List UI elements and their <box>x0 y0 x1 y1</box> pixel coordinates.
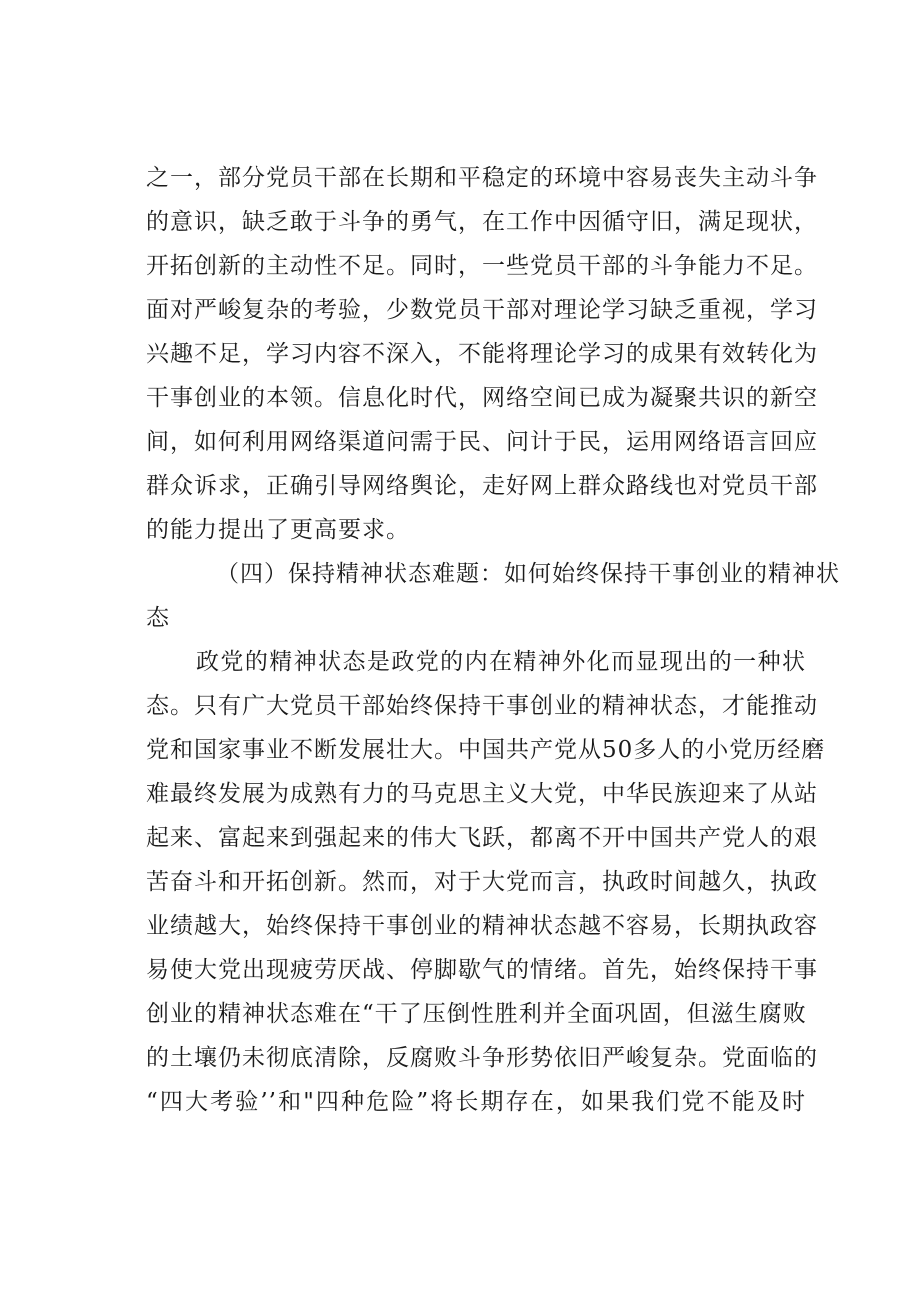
paragraph-2-line-3: 党和国家事业不断发展壮大。中国共产党从50多人的小党历经磨 <box>146 737 826 763</box>
paragraph-1-line-8: 群众诉求，正确引导网络舆论，走好网上群众路线也对党员干部 <box>146 473 818 499</box>
paragraph-2-line-8: 易使大党出现疲劳厌战、停脚歇气的情绪。首先，始终保持干事 <box>146 957 818 983</box>
paragraph-1-line-1: 之一，部分党员干部在长期和平稳定的环境中容易丧失主动斗争 <box>146 165 818 191</box>
section-heading-line-2: 态 <box>146 605 170 631</box>
paragraph-1-line-9: 的能力提出了更高要求。 <box>146 517 410 543</box>
section-heading-line-1: （四）保持精神状态难题：如何始终保持干事创业的精神状 <box>216 561 840 587</box>
paragraph-2-line-1: 政党的精神状态是政党的内在精神外化而显现出的一种状 <box>196 649 806 675</box>
paragraph-2-line-7: 业绩越大，始终保持干事创业的精神状态越不容易，长期执政容 <box>146 913 818 939</box>
paragraph-2-line-10: 的土壤仍未彻底清除，反腐败斗争形势依旧严峻复杂。党面临的 <box>146 1045 818 1071</box>
paragraph-1-line-2: 的意识，缺乏敢于斗争的勇气，在工作中因循守旧，满足现状， <box>146 209 818 235</box>
paragraph-2-line-6: 苦奋斗和开拓创新。然而，对于大党而言，执政时间越久，执政 <box>146 869 818 895</box>
paragraph-1-line-6: 干事创业的本领。信息化时代，网络空间已成为凝聚共识的新空 <box>146 385 818 411</box>
paragraph-1-line-7: 间，如何利用网络渠道问需于民、问计于民，运用网络语言回应 <box>146 429 818 455</box>
paragraph-2-line-2: 态。只有广大党员干部始终保持干事创业的精神状态，才能推动 <box>146 693 818 719</box>
paragraph-2-line-11: “四大考验’’和"四种危险”将长期存在，如果我们党不能及时 <box>146 1089 806 1115</box>
paragraph-1-line-3: 开拓创新的主动性不足。同时，一些党员干部的斗争能力不足。 <box>146 253 818 279</box>
paragraph-2-line-4: 难最终发展为成熟有力的马克思主义大党，中华民族迎来了从站 <box>146 781 818 807</box>
paragraph-2-line-9: 创业的精神状态难在“干了压倒性胜利并全面巩固，但滋生腐败 <box>146 1001 807 1027</box>
paragraph-1-line-5: 兴趣不足，学习内容不深入，不能将理论学习的成果有效转化为 <box>146 341 818 367</box>
paragraph-1-line-4: 面对严峻复杂的考验，少数党员干部对理论学习缺乏重视，学习 <box>146 297 818 323</box>
paragraph-2-line-5: 起来、富起来到强起来的伟大飞跃，都离不开中国共产党人的艰 <box>146 825 818 851</box>
